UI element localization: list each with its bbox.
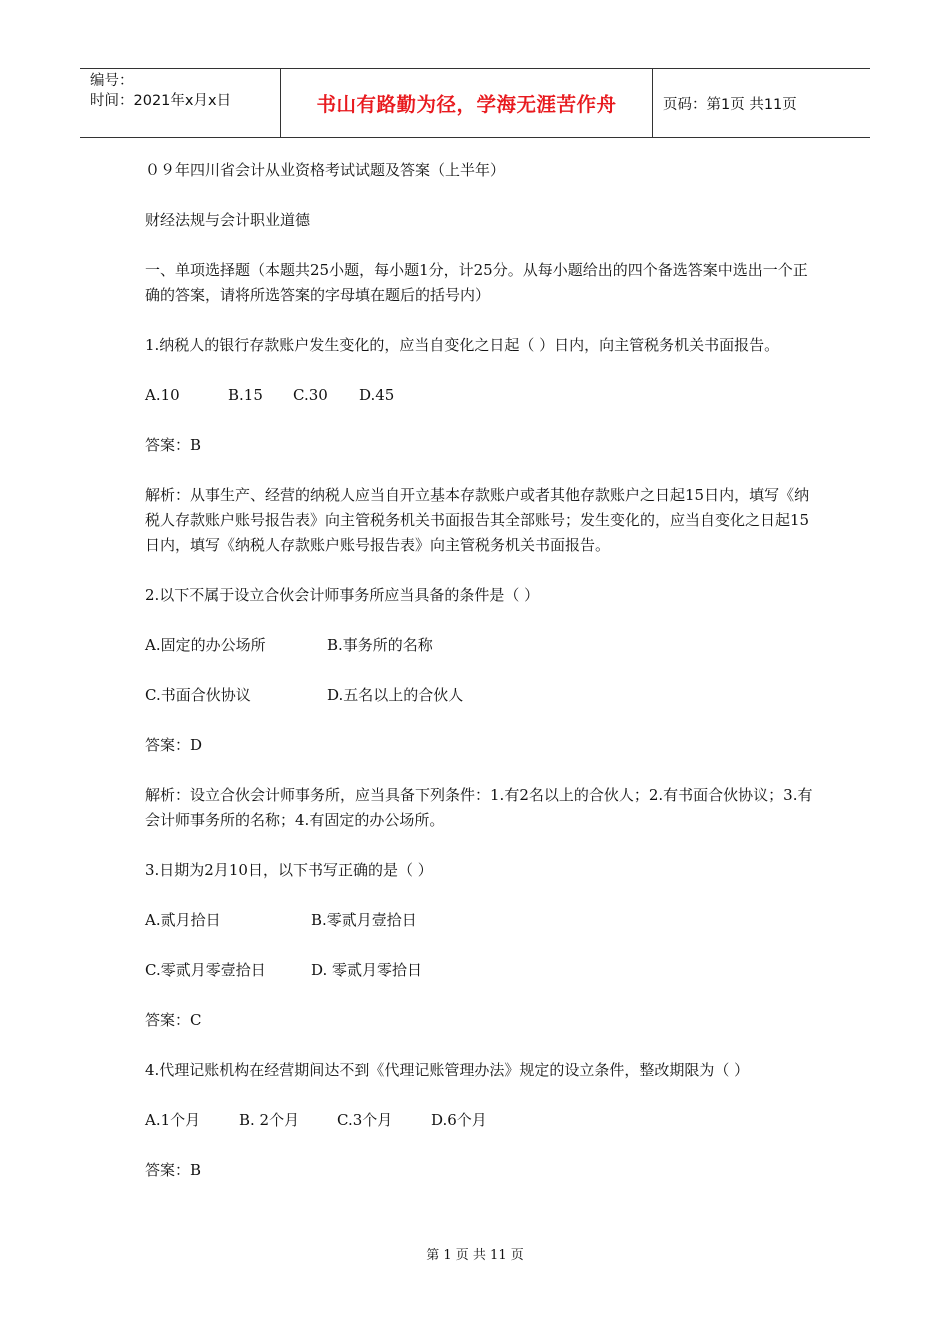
- option: C.3个月: [337, 1111, 393, 1129]
- option: B.零贰月壹拾日: [311, 911, 417, 929]
- option: D.45: [359, 386, 395, 404]
- page-header: [80, 68, 870, 138]
- option: B.15: [228, 386, 263, 404]
- answer-4: 答案：B: [145, 1161, 202, 1179]
- option: B.事务所的名称: [327, 636, 433, 654]
- question-3-options-row-1: [145, 908, 815, 933]
- option: B. 2个月: [239, 1111, 300, 1129]
- question-4: 4.代理记账机构在经营期间达不到《代理记账管理办法》规定的设立条件，整改期限为（ ）: [145, 1061, 750, 1079]
- document-body: [145, 158, 815, 1183]
- option: C.零贰月零壹拾日: [145, 961, 266, 979]
- option: D.6个月: [431, 1111, 487, 1129]
- number-label: 编号：: [90, 73, 134, 89]
- answer-1: 答案：B: [145, 436, 202, 454]
- question-4-options: [145, 1108, 815, 1133]
- option: C.30: [293, 386, 328, 404]
- header-meta: [80, 69, 281, 137]
- answer-3: 答案：C: [145, 1011, 202, 1029]
- analysis-2: 解析：设立合伙会计师事务所，应当具备下列条件：1.有2名以上的合伙人；2.有书面合伙协议；3.有会计师事务所的名称；4.有固定的办公场所。: [145, 786, 813, 829]
- header-motto-cell: [281, 69, 653, 137]
- question-3: 3.日期为2月10日，以下书写正确的是（ ）: [145, 861, 433, 879]
- option: C.书面合伙协议: [145, 686, 251, 704]
- answer-2: 答案：D: [145, 736, 203, 754]
- option: A.10: [145, 386, 180, 404]
- option: A.固定的办公场所: [145, 636, 266, 654]
- question-2-options-row-2: [145, 683, 815, 708]
- question-1: 1.纳税人的银行存款账户发生变化的，应当自变化之日起（ ）日内，向主管税务机关书面报告。: [145, 336, 780, 354]
- motto: 书山有路勤为径，学海无涯苦作舟: [316, 93, 617, 116]
- page-footer: [0, 1244, 950, 1263]
- option: D.五名以上的合伙人: [327, 686, 464, 704]
- page-info: 页码：第1页 共11页: [663, 96, 797, 113]
- question-2-options-row-1: [145, 633, 815, 658]
- option: A.贰月拾日: [145, 911, 221, 929]
- question-2: 2.以下不属于设立合伙会计师事务所应当具备的条件是（ ）: [145, 586, 540, 604]
- footer-page-number: 第 1 页 共 11 页: [426, 1248, 524, 1263]
- option: D. 零贰月零拾日: [311, 961, 423, 979]
- document-title: ０９年四川省会计从业资格考试试题及答案（上半年）: [145, 161, 506, 179]
- option: A.1个月: [145, 1111, 201, 1129]
- subject-heading: 财经法规与会计职业道德: [145, 211, 311, 229]
- header-page-info-cell: [653, 69, 870, 137]
- question-3-options-row-2: [145, 958, 815, 983]
- analysis-1: 解析：从事生产、经营的纳税人应当自开立基本存款账户或者其他存款账户之日起15日内，填写《纳税人存款账户账号报告表》向主管税务机关书面报告其全部账号；发生变化的，应当自变化之日起15日内，填写《纳税人存款账户账号报告表》向主管税务机关书面报告。: [145, 486, 810, 554]
- question-1-options: [145, 383, 815, 408]
- section-intro: 一、单项选择题（本题共25小题，每小题1分，计25分。从每小题给出的四个备选答案中选出一个正确的答案，请将所选答案的字母填在题后的括号内）: [145, 261, 808, 304]
- time-label: 时间：2021年x月x日: [90, 93, 232, 109]
